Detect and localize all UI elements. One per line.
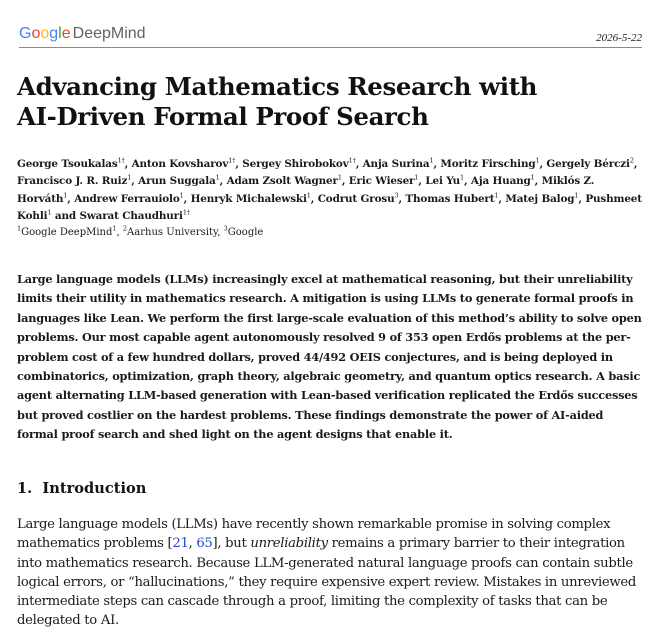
author-affiliation-mark: 1 [215, 173, 220, 182]
author-name: George Tsoukalas [17, 158, 118, 170]
affiliation-name: Google DeepMind [21, 227, 113, 238]
emphasized-text: unreliability [250, 536, 328, 552]
deepmind-wordmark: DeepMind [72, 25, 146, 42]
author-name: Arun Suggala [138, 175, 216, 188]
section-heading-introduction [17, 478, 417, 500]
affiliation-mark: 2 [122, 224, 128, 233]
author-name: Lei Yu [425, 175, 460, 188]
author-conjunction: and [54, 210, 77, 223]
author-affiliation-mark: 1 [337, 173, 342, 182]
author-name: Thomas Hubert [405, 192, 495, 205]
author-name: Matej Balog [505, 192, 575, 205]
author-name: Andrew Ferrauiolo [74, 192, 180, 205]
intro-text: remains a primary barrier to their integration into mathematics research. Because LLM-generated natural language proofs can contain subtle logical errors, or “hallucinations,” they require expensive expert review. Mistakes in unreviewed intermediate steps can cascade through a proof, limiting the complexity of tasks that can be delegated to AI. [17, 536, 637, 629]
author-affiliation-mark: 1† [117, 156, 125, 165]
google-deepmind-logo: Google DeepMind [19, 25, 146, 42]
author-affiliation-mark: 1 [63, 191, 68, 200]
author-affiliation-mark: 1 [530, 173, 535, 182]
author-list: George Tsoukalas$^{1\dagger}$, Anton Kovsharov$^{1\dagger}$, Sergey Shirobokov$^{1\dagger}$, Anja Surina$^1$, Moritz Firsching$^1$, Gergely Bérczi$^2$, Francisco J. R. Ruiz$^1$, Arun Suggala$^1$, Adam Zsolt Wagner$^1$, Eric Wieser$^1$, Lei Yu$^1$, Aja Huang$^1$, Miklós Z. Horváth$^1$, Andrew Ferrauiolo$^1$, Henryk Michalewski$^1$, Codrut Grosu$^3$, Thomas Hubert$^1$, Matej Balog$^1$, Pushmeet Kohli$^1$ and Swarat Chaudhuri$^{1\dagger}$ [17, 156, 642, 223]
author-affiliation-mark: 1 [535, 156, 540, 165]
section-number: 1. [17, 480, 33, 497]
citation-link[interactable]: 65 [196, 536, 213, 552]
affiliation-name: Google [227, 227, 264, 238]
author-affiliation-mark: 1 [127, 173, 132, 182]
title-line-1: Advancing Mathematics Research with [17, 72, 538, 101]
affiliation-name: Aarhus University [127, 227, 218, 238]
publication-date: 2026-5-22 [596, 32, 642, 44]
affiliation-list: $^1$Google DeepMind$^1$, $^2$Aarhus University, $^3$Google [17, 224, 264, 238]
author-name: Anja Surina [362, 158, 430, 170]
author-name: Francisco J. R. Ruiz [17, 175, 128, 188]
author-affiliation-mark: 1† [228, 156, 236, 165]
author-name: Aja Huang [470, 175, 531, 188]
author-name: Sergey Shirobokov [242, 158, 349, 170]
author-name: Anton Kovsharov [131, 158, 229, 170]
author-name: Codrut Grosu [317, 192, 395, 205]
author-affiliation-mark: 1 [179, 191, 184, 200]
author-name: Moritz Firsching [440, 158, 536, 170]
intro-text: Large language models (LLMs) have recently shown remarkable promise in solving complex mathematics problems [ [17, 517, 611, 552]
author-affiliation-mark: 1† [348, 156, 356, 165]
section-title: Introduction [42, 480, 147, 497]
author-affiliation-mark: 1 [459, 173, 464, 182]
affiliation-name-mark: 1 [112, 224, 117, 233]
abstract: Large language models (LLMs) increasingly excel at mathematical reasoning, but their unreliability limits their utility in mathematics research. A mitigation is using LLMs to generate formal proofs in languages like Lean. We perform the first large-scale evaluation of this method’s ability to solve open problems. Our most capable agent autonomously resolved 9 of 353 open Erdős problems at the per-problem cost of a few hundred dollars, proved 44/492 OEIS conjectures, and is being deployed in combinatorics, optimization, graph theory, algebraic geometry, and quantum optics research. A basic agent alternating LLM-based generation with Lean-based verification replicated the Erdős successes but proved costlier on the hardest problems. These findings demonstrate the power of AI-aided formal proof search and shed light on the agent designs that enable it. [17, 272, 642, 442]
affiliation-mark: 3 [223, 224, 228, 233]
author-name: Adam Zsolt Wagner [226, 175, 338, 188]
introduction-paragraph [17, 515, 645, 631]
author-name: Eric Wieser [348, 175, 415, 188]
author-affiliation-mark: 1 [414, 173, 419, 182]
affiliation-mark: 1 [17, 224, 22, 233]
author-affiliation-mark: 1 [429, 156, 434, 165]
paper-title [17, 72, 647, 132]
author-affiliation-mark: 1 [494, 191, 499, 200]
author-affiliation-mark: 1† [182, 208, 190, 217]
page-header [19, 24, 642, 48]
author-name: Miklós Z. Horváth [17, 175, 595, 205]
author-name: Swarat Chaudhuri [79, 210, 183, 223]
author-name: Gergely Bérczi [546, 158, 630, 170]
author-name: Henryk Michalewski [190, 192, 307, 205]
intro-text: ], but [212, 536, 251, 552]
author-name: Pushmeet Kohli [17, 192, 642, 223]
author-affiliation-mark: 3 [394, 191, 399, 200]
author-affiliation-mark: 1 [574, 191, 579, 200]
citation-link[interactable]: 21 [172, 536, 189, 552]
author-affiliation-mark: 1 [306, 191, 311, 200]
title-line-2: AI-Driven Formal Proof Search [17, 102, 429, 131]
author-affiliation-mark: 2 [629, 156, 634, 165]
intro-text: , [188, 536, 197, 552]
author-affiliation-mark: 1 [47, 208, 52, 217]
